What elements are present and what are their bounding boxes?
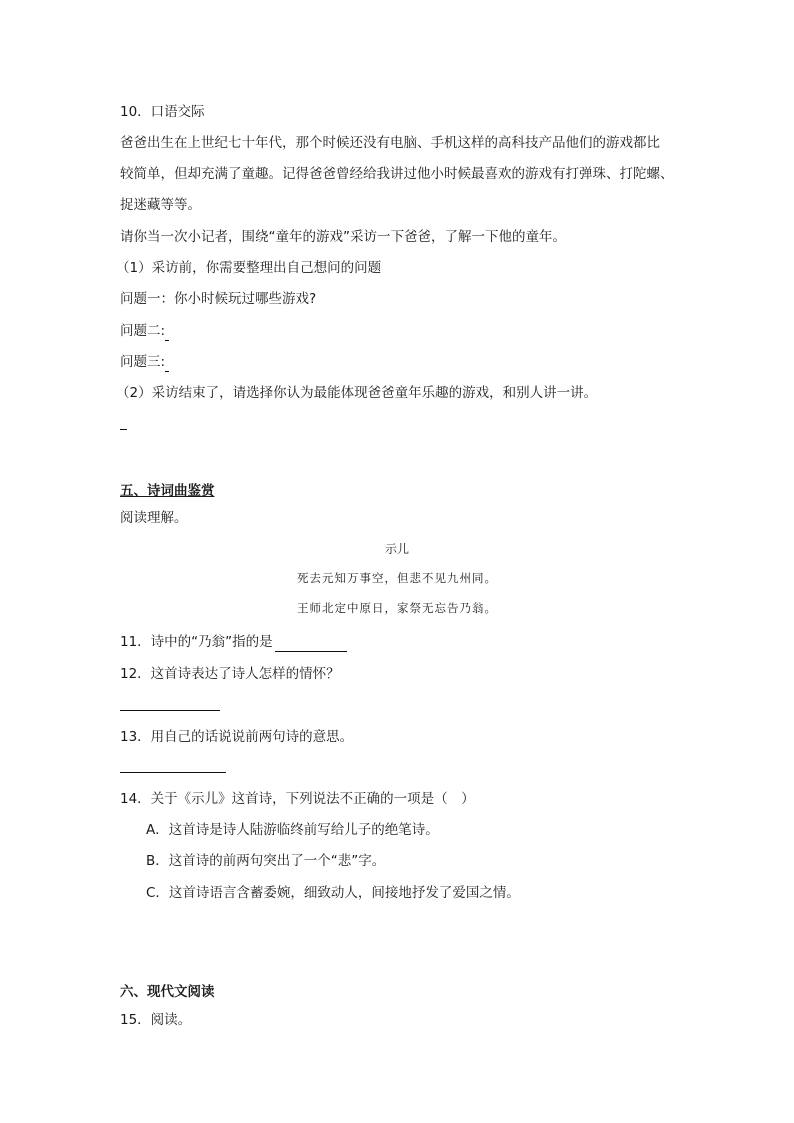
q14-option-a[interactable]: A．这首诗是诗人陆游临终前写给儿子的绝笔诗。 — [146, 822, 439, 838]
q11-answer-blank[interactable] — [275, 636, 347, 652]
section5-heading: 五、诗词曲鉴赏 — [120, 483, 215, 499]
q10-question3-answer-blank[interactable] — [165, 357, 169, 372]
q10-task-description: 请你当一次小记者，围绕“童年的游戏”采访一下爸爸，了解一下他的童年。 — [120, 229, 566, 245]
section5-instruction: 阅读理解。 — [120, 510, 188, 526]
q10-question3-label: 问题三: — [120, 354, 166, 370]
q10-question2 — [120, 321, 169, 341]
section6-heading: 六、现代文阅读 — [120, 984, 215, 1000]
q10-part2: （2）采访结束了，请选择你认为最能体现爸爸童年乐趣的游戏，和别人讲一讲。 — [116, 385, 598, 401]
q10-question2-answer-blank[interactable] — [165, 326, 169, 341]
q10-title: 10．口语交际 — [120, 104, 205, 120]
q13-text: 13．用自己的话说说前两句诗的意思。 — [120, 729, 354, 745]
q14-option-c[interactable]: C．这首诗语言含蓄委婉，细致动人，间接地抒发了爱国之情。 — [146, 885, 520, 901]
q10-paragraph-line: 爸爸出生在上世纪七十年代，那个时候还没有电脑、手机这样的高科技产品他们的游戏都比 — [120, 135, 660, 151]
q10-paragraph-line: 捉迷藏等等。 — [120, 197, 201, 213]
q15-text: 15．阅读。 — [120, 1012, 192, 1028]
q10-part2-answer-blank[interactable] — [120, 429, 127, 430]
q10-part1: （1）采访前，你需要整理出自己想问的问题 — [116, 260, 382, 276]
q10-question1: 问题一：你小时候玩过哪些游戏? — [120, 291, 317, 307]
q13-answer-blank[interactable] — [120, 772, 226, 773]
poem-line: 死去元知万事空，但悲不见九州同。 — [297, 571, 497, 585]
q14-option-b[interactable]: B．这首诗的前两句突出了一个“悲”字。 — [146, 853, 386, 869]
q10-question3 — [120, 352, 169, 372]
q12-text: 12．这首诗表达了诗人怎样的情怀？ — [120, 666, 340, 682]
q10-paragraph-line: 较简单，但却充满了童趣。记得爸爸曾经给我讲过他小时候最喜欢的游戏有打弹珠、打陀螺、 — [120, 166, 674, 182]
q12-answer-blank[interactable] — [120, 710, 220, 711]
q14-stem: 14．关于《示儿》这首诗，下列说法不正确的一项是（ ） — [120, 791, 475, 807]
q11-text: 11．诗中的“乃翁”指的是 — [120, 634, 273, 650]
q10-question2-label: 问题二: — [120, 323, 166, 339]
q11 — [120, 632, 347, 652]
poem-title: 示儿 — [384, 542, 409, 556]
poem-line: 王师北定中原日，家祭无忘告乃翁。 — [297, 601, 497, 615]
